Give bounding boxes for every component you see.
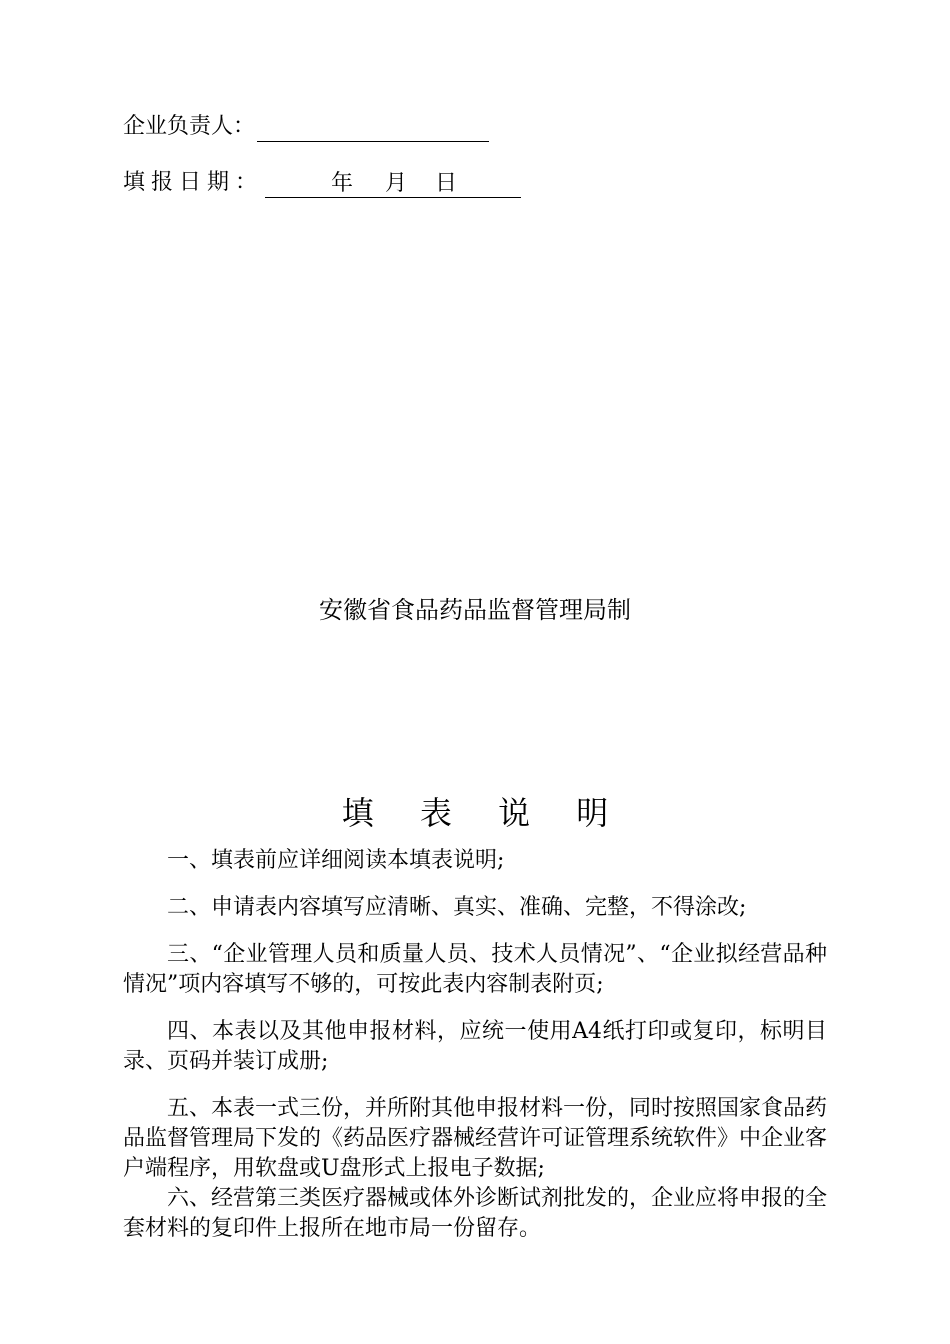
date-month-text: 月 [385,171,408,196]
instructions-title: 填 表 说 明 [341,794,627,832]
date-day-text: 日 [435,171,458,196]
responsible-person-field [123,112,489,142]
responsible-person-blank[interactable] [257,115,489,142]
instruction-item: 六、经营第三类医疗器械或体外诊断试剂批发的，企业应将申报的全套材料的复印件上报所在地市局一份留存。 [123,1186,828,1241]
instruction-item: 一、填表前应详细阅读本填表说明; [167,848,505,873]
instruction-item: 四、本表以及其他申报材料，应统一使用A4纸打印或复印，标明目录、页码并装订成册; [123,1019,827,1074]
fill-date-field [123,168,521,198]
responsible-person-label: 企业负责人： [123,114,256,139]
instructions-list [123,846,827,1244]
instruction-item: 二、申请表内容填写应清晰、真实、准确、完整，不得涂改; [167,895,747,920]
date-year-text: 年 [331,171,354,196]
instruction-item: 五、本表一式三份，并所附其他申报材料一份，同时按照国家食品药品监督管理局下发的《药品医疗器械经营许可证管理系统软件》中企业客户端程序，用软盘或U盘形式上报电子数据; [123,1096,828,1181]
fill-date-label: 填报日期： [123,170,264,195]
issuer-text: 安徽省食品药品监督管理局制 [319,596,631,624]
fill-date-blank[interactable] [265,171,521,198]
instruction-item: 三、“企业管理人员和质量人员、技术人员情况”、“企业拟经营品种情况”项内容填写不够的，可按此表内容制表附页; [123,942,827,997]
